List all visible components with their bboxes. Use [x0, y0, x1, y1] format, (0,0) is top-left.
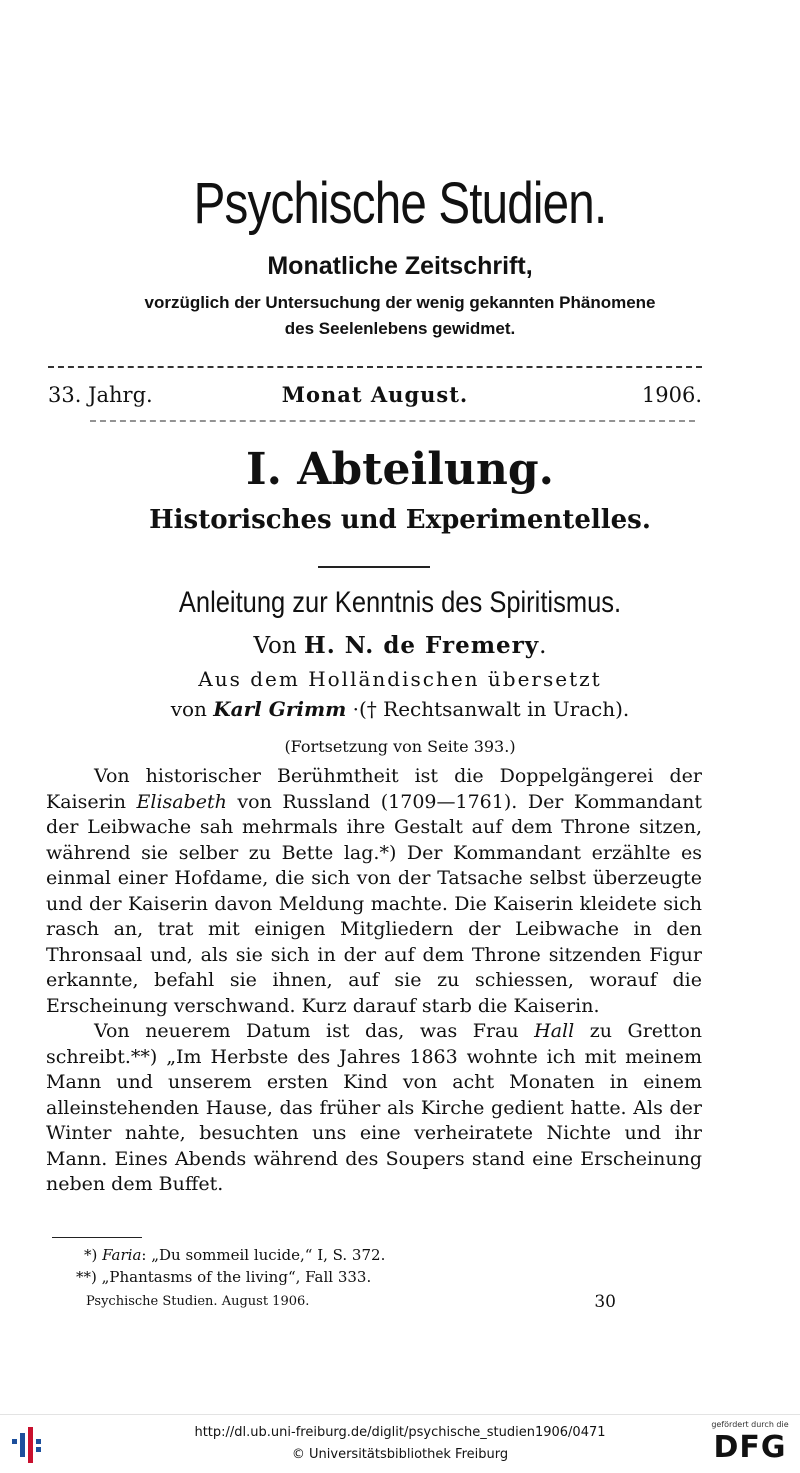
journal-description	[40, 290, 760, 342]
translator-prefix: von	[170, 697, 207, 721]
person-name: Hall	[534, 1020, 575, 1042]
translator-name: Karl Grimm	[213, 697, 347, 721]
journal-title: Psychische Studien.	[193, 171, 607, 236]
paragraph-text: von Russland (1709—1761). Der Kommandant der Leibwache sah mehrmals ihre Gestalt auf dem Throne sitzen, während sie selber zu Bette lag.*) Der Kommandant erzählte es einmal einer Hofdame, die sich von der Tatsache selbst überzeugte und der Kaiserin davon Meldung machte. Die Kaiserin kleidete sich rasch an, trat mit einigen Mitgliedern der Leibwache in den Thronsaal und, als sie sich in der auf dem Throne sitzenden Figur erkannte, befahl sie ihnen, auf sie zu schiessen, worauf die Erscheinung verschwand. Kurz darauf starb die Kaiserin.	[46, 790, 702, 1017]
paragraph-text: zu Gretton schreibt.**) „Im Herbste des Jahres 1863 wohnte ich mit meinem Mann und unserem ersten Kind von acht Monaten in einem alleinstehenden Hause, das früher als Kirche gedient hatte. Als der Winter nahte, besuchten uns eine verheiratete Nichte und ihr Mann. Eines Abends während des Soupers stand eine Erscheinung neben dem Buffet.	[46, 1020, 702, 1195]
footnote-divider	[52, 1237, 142, 1238]
article-byline	[0, 630, 800, 662]
footnote-text: „Phantasms of the living“, Fall 333.	[101, 1268, 372, 1286]
translator-line	[0, 694, 800, 724]
paragraph	[46, 1019, 702, 1198]
article-body	[46, 764, 702, 1198]
footnote-text: : „Du sommeil lucide,“ I, S. 372.	[141, 1246, 386, 1264]
header-rule-top	[48, 366, 702, 368]
paragraph-text: Von neuerem Datum ist das, was Frau	[94, 1020, 535, 1042]
paragraph-text: Von historischer Berühmtheit ist die Doppelgängerei der Kaiserin	[46, 765, 702, 813]
byline-prefix: Von	[253, 633, 297, 659]
page-footer	[86, 1290, 616, 1314]
footnotes	[76, 1244, 386, 1288]
description-line-1: vorzüglich der Untersuchung der wenig gekannten Phänomene	[144, 293, 656, 312]
article-author: H. N. de Fremery	[304, 632, 540, 659]
sponsor-caption: gefördert durch die	[711, 1420, 789, 1429]
permalink-url[interactable]: http://dl.ub.uni-freiburg.de/diglit/psychische_studien1906/0471	[194, 1425, 606, 1440]
month-label: Monat August.	[281, 382, 469, 407]
translator-suffix: ·(† Rechtsanwalt in Urach).	[352, 697, 630, 721]
paragraph	[46, 764, 702, 1019]
person-name: Elisabeth	[136, 790, 227, 813]
year-label: 1906.	[641, 383, 702, 407]
section-subtitle: Historisches und Experimentelles.	[149, 505, 651, 535]
volume-label: 33. Jahrg.	[48, 383, 153, 407]
dfg-logo[interactable]	[708, 1419, 792, 1469]
footnote-2	[76, 1266, 385, 1288]
article-title: Anleitung zur Kenntnis des Spiritismus.	[178, 586, 622, 619]
page-number: 30	[594, 1292, 616, 1312]
viewer-footer-bar	[0, 1414, 800, 1473]
journal-subtitle: Monatliche Zeitschrift,	[267, 252, 533, 280]
continuation-note: (Fortsetzung von Seite 393.)	[284, 737, 516, 756]
footnote-1	[84, 1244, 385, 1266]
section-divider	[318, 566, 430, 568]
sponsor-logo-text: DFG	[713, 1430, 787, 1465]
copyright-notice: © Universitätsbibliothek Freiburg	[291, 1447, 509, 1462]
header-rule-bottom	[90, 420, 695, 422]
translation-note: Aus dem Holländischen übersetzt	[198, 667, 602, 691]
footnote-mark: *)	[84, 1246, 98, 1264]
section-title: I. Abteilung.	[246, 444, 554, 495]
description-line-2: des Seelenlebens gewidmet.	[284, 319, 516, 338]
byline-suffix: .	[539, 633, 547, 659]
footer-journal: Psychische Studien. August 1906.	[86, 1294, 310, 1309]
footnote-author: Faria	[102, 1246, 142, 1264]
footnote-mark: **)	[76, 1268, 97, 1286]
